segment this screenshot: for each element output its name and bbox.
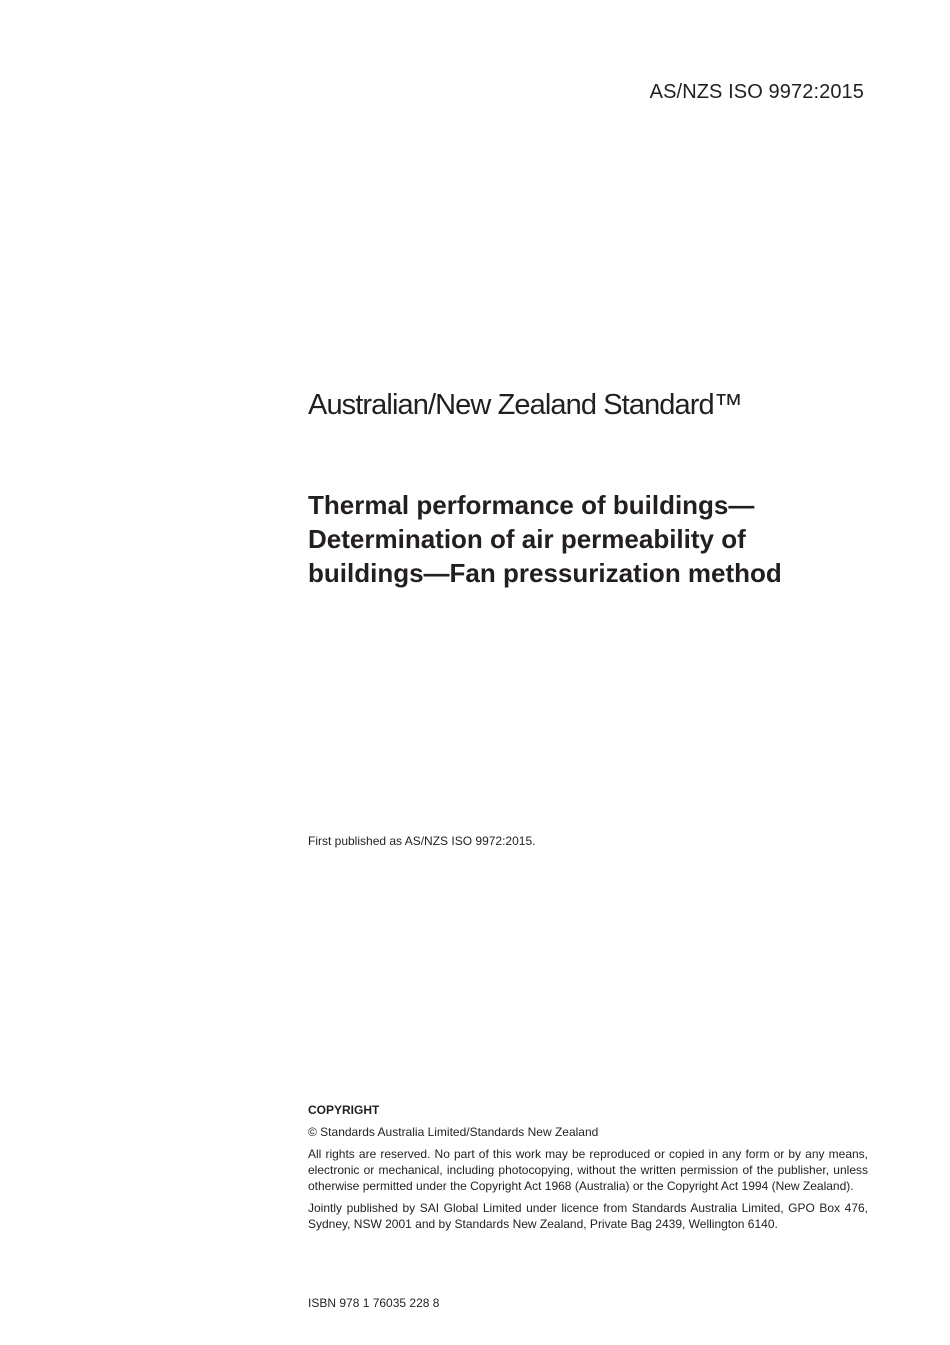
copyright-block — [308, 1102, 868, 1238]
isbn: ISBN 978 1 76035 228 8 — [308, 1296, 440, 1310]
title-line: Determination of air permeability of — [308, 524, 746, 554]
publisher-statement: Jointly published by SAI Global Limited under licence from Standards Australia Limited, GPO Box 476, Sydney, NSW 2001 and by Standards New Zealand, Private Bag 2439, Wellington 6140. — [308, 1201, 868, 1231]
copyright-heading: COPYRIGHT — [308, 1103, 380, 1117]
title-line: buildings—Fan pressurization method — [308, 558, 782, 588]
rights-statement: All rights are reserved. No part of this work may be reproduced or copied in any form or by any means, electronic or mechanical, including photocopying, without the written permission of the publisher, unless otherwise permitted under the Copyright Act 1968 (Australia) or the Copyright Act 1994 (New Zealand). — [308, 1147, 868, 1193]
copyright-owner: © Standards Australia Limited/Standards New Zealand — [308, 1125, 599, 1139]
first-published-note: First published as AS/NZS ISO 9972:2015. — [308, 834, 536, 848]
standard-label: Australian/New Zealand Standard™ — [308, 389, 742, 421]
document-title — [308, 488, 868, 590]
title-line: Thermal performance of buildings— — [308, 490, 755, 520]
document-number: AS/NZS ISO 9972:2015 — [649, 81, 864, 103]
